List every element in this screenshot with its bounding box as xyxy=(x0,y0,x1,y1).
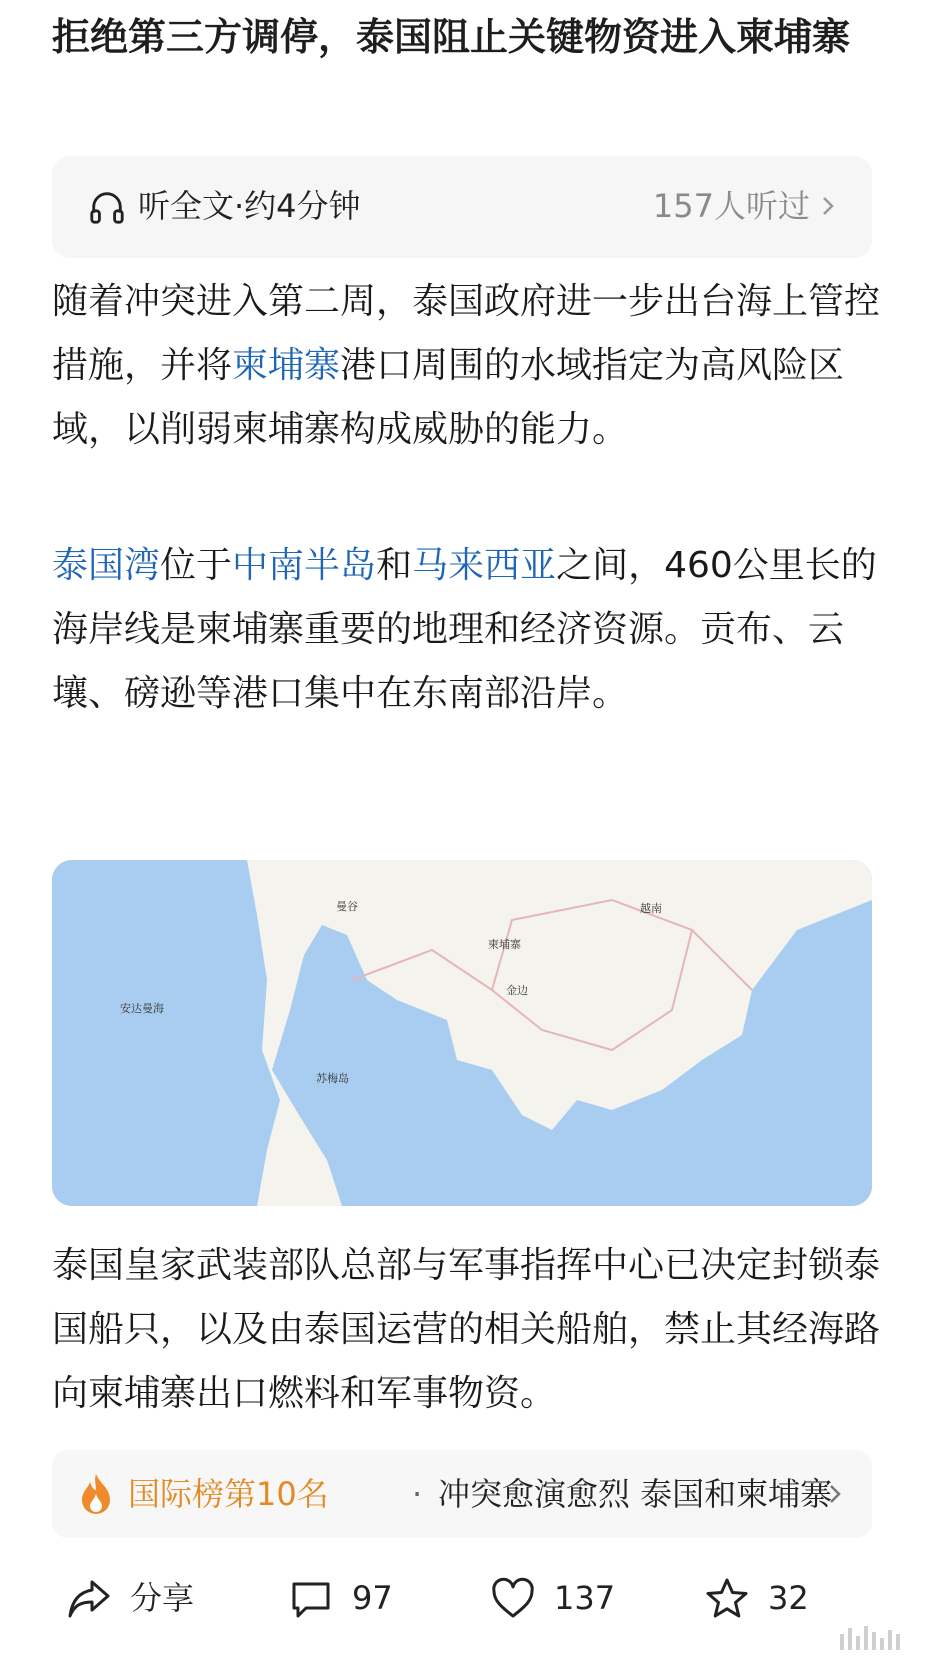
link-cambodia[interactable]: 柬埔寨 xyxy=(232,345,341,386)
map-label-cambodia: 柬埔寨 xyxy=(488,938,521,951)
share-label: 分享 xyxy=(130,1579,195,1617)
map-label-vietnam: 越南 xyxy=(640,902,662,915)
fire-icon xyxy=(78,1472,114,1516)
like-count: 137 xyxy=(554,1579,616,1617)
paragraph-text: 之间，460公里长的海岸线是柬埔寨重要的地理和经济资源。贡布、云壤、磅逊等港口集中在东南部沿岸。 xyxy=(52,545,877,714)
map-label-island: 苏梅岛 xyxy=(316,1072,349,1085)
paragraph-3: 泰国皇家武装部队总部与军事指挥中心已决定封锁泰国船只，以及由泰国运营的相关船舶，禁止其经海路向柬埔寨出口燃料和军事物资。 xyxy=(52,1245,881,1414)
watermark-logo xyxy=(840,1616,920,1656)
favorite-count: 32 xyxy=(768,1579,809,1617)
link-malaysia[interactable]: 马来西亚 xyxy=(412,545,557,586)
paragraph-text: 位于 xyxy=(160,545,233,586)
listen-label: 听全文·约4分钟 xyxy=(138,187,361,225)
comment-icon xyxy=(288,1576,334,1622)
map-image xyxy=(52,860,872,1206)
share-icon xyxy=(66,1576,112,1622)
map-label-bangkok: 曼谷 xyxy=(336,900,358,913)
hot-topic-card[interactable] xyxy=(52,1450,872,1538)
paragraph-text: 港口周围的水域指定为高风险区域，以削弱柬埔寨构成威胁的能力。 xyxy=(52,345,845,450)
star-icon xyxy=(704,1576,750,1622)
headphones-icon xyxy=(88,188,126,226)
listen-full-article-bar[interactable] xyxy=(52,156,872,258)
like-button[interactable] xyxy=(490,1568,630,1630)
paragraph-text: 随着冲突进入第二周，泰国政府进一步出台海上管控措施，并将 xyxy=(52,281,881,386)
link-indochina[interactable]: 中南半岛 xyxy=(232,545,377,586)
map-label-andaman: 安达曼海 xyxy=(120,1002,164,1015)
article-title: 拒绝第三方调停，泰国阻止关键物资进入柬埔寨 xyxy=(52,15,851,59)
heart-icon xyxy=(490,1576,536,1622)
paragraph-2 xyxy=(52,534,882,726)
map-label-phnom-penh: 金边 xyxy=(506,984,528,997)
link-gulf-of-thailand[interactable]: 泰国湾 xyxy=(52,545,161,586)
chevron-right-icon xyxy=(818,194,838,218)
share-button[interactable] xyxy=(66,1568,226,1630)
map-graphic xyxy=(52,860,872,1206)
comment-count: 97 xyxy=(352,1579,393,1617)
separator: · xyxy=(412,1475,423,1513)
listener-count: 157人听过 xyxy=(652,187,810,225)
paragraph-1 xyxy=(52,270,882,462)
hot-rank: 国际榜第10名 xyxy=(128,1475,329,1513)
comment-button[interactable] xyxy=(288,1568,408,1630)
hot-topic-title: 冲突愈演愈烈 泰国和柬埔寨 xyxy=(438,1475,833,1513)
chevron-right-icon xyxy=(826,1482,844,1506)
paragraph-text: 和 xyxy=(376,545,413,586)
favorite-button[interactable] xyxy=(704,1568,834,1630)
